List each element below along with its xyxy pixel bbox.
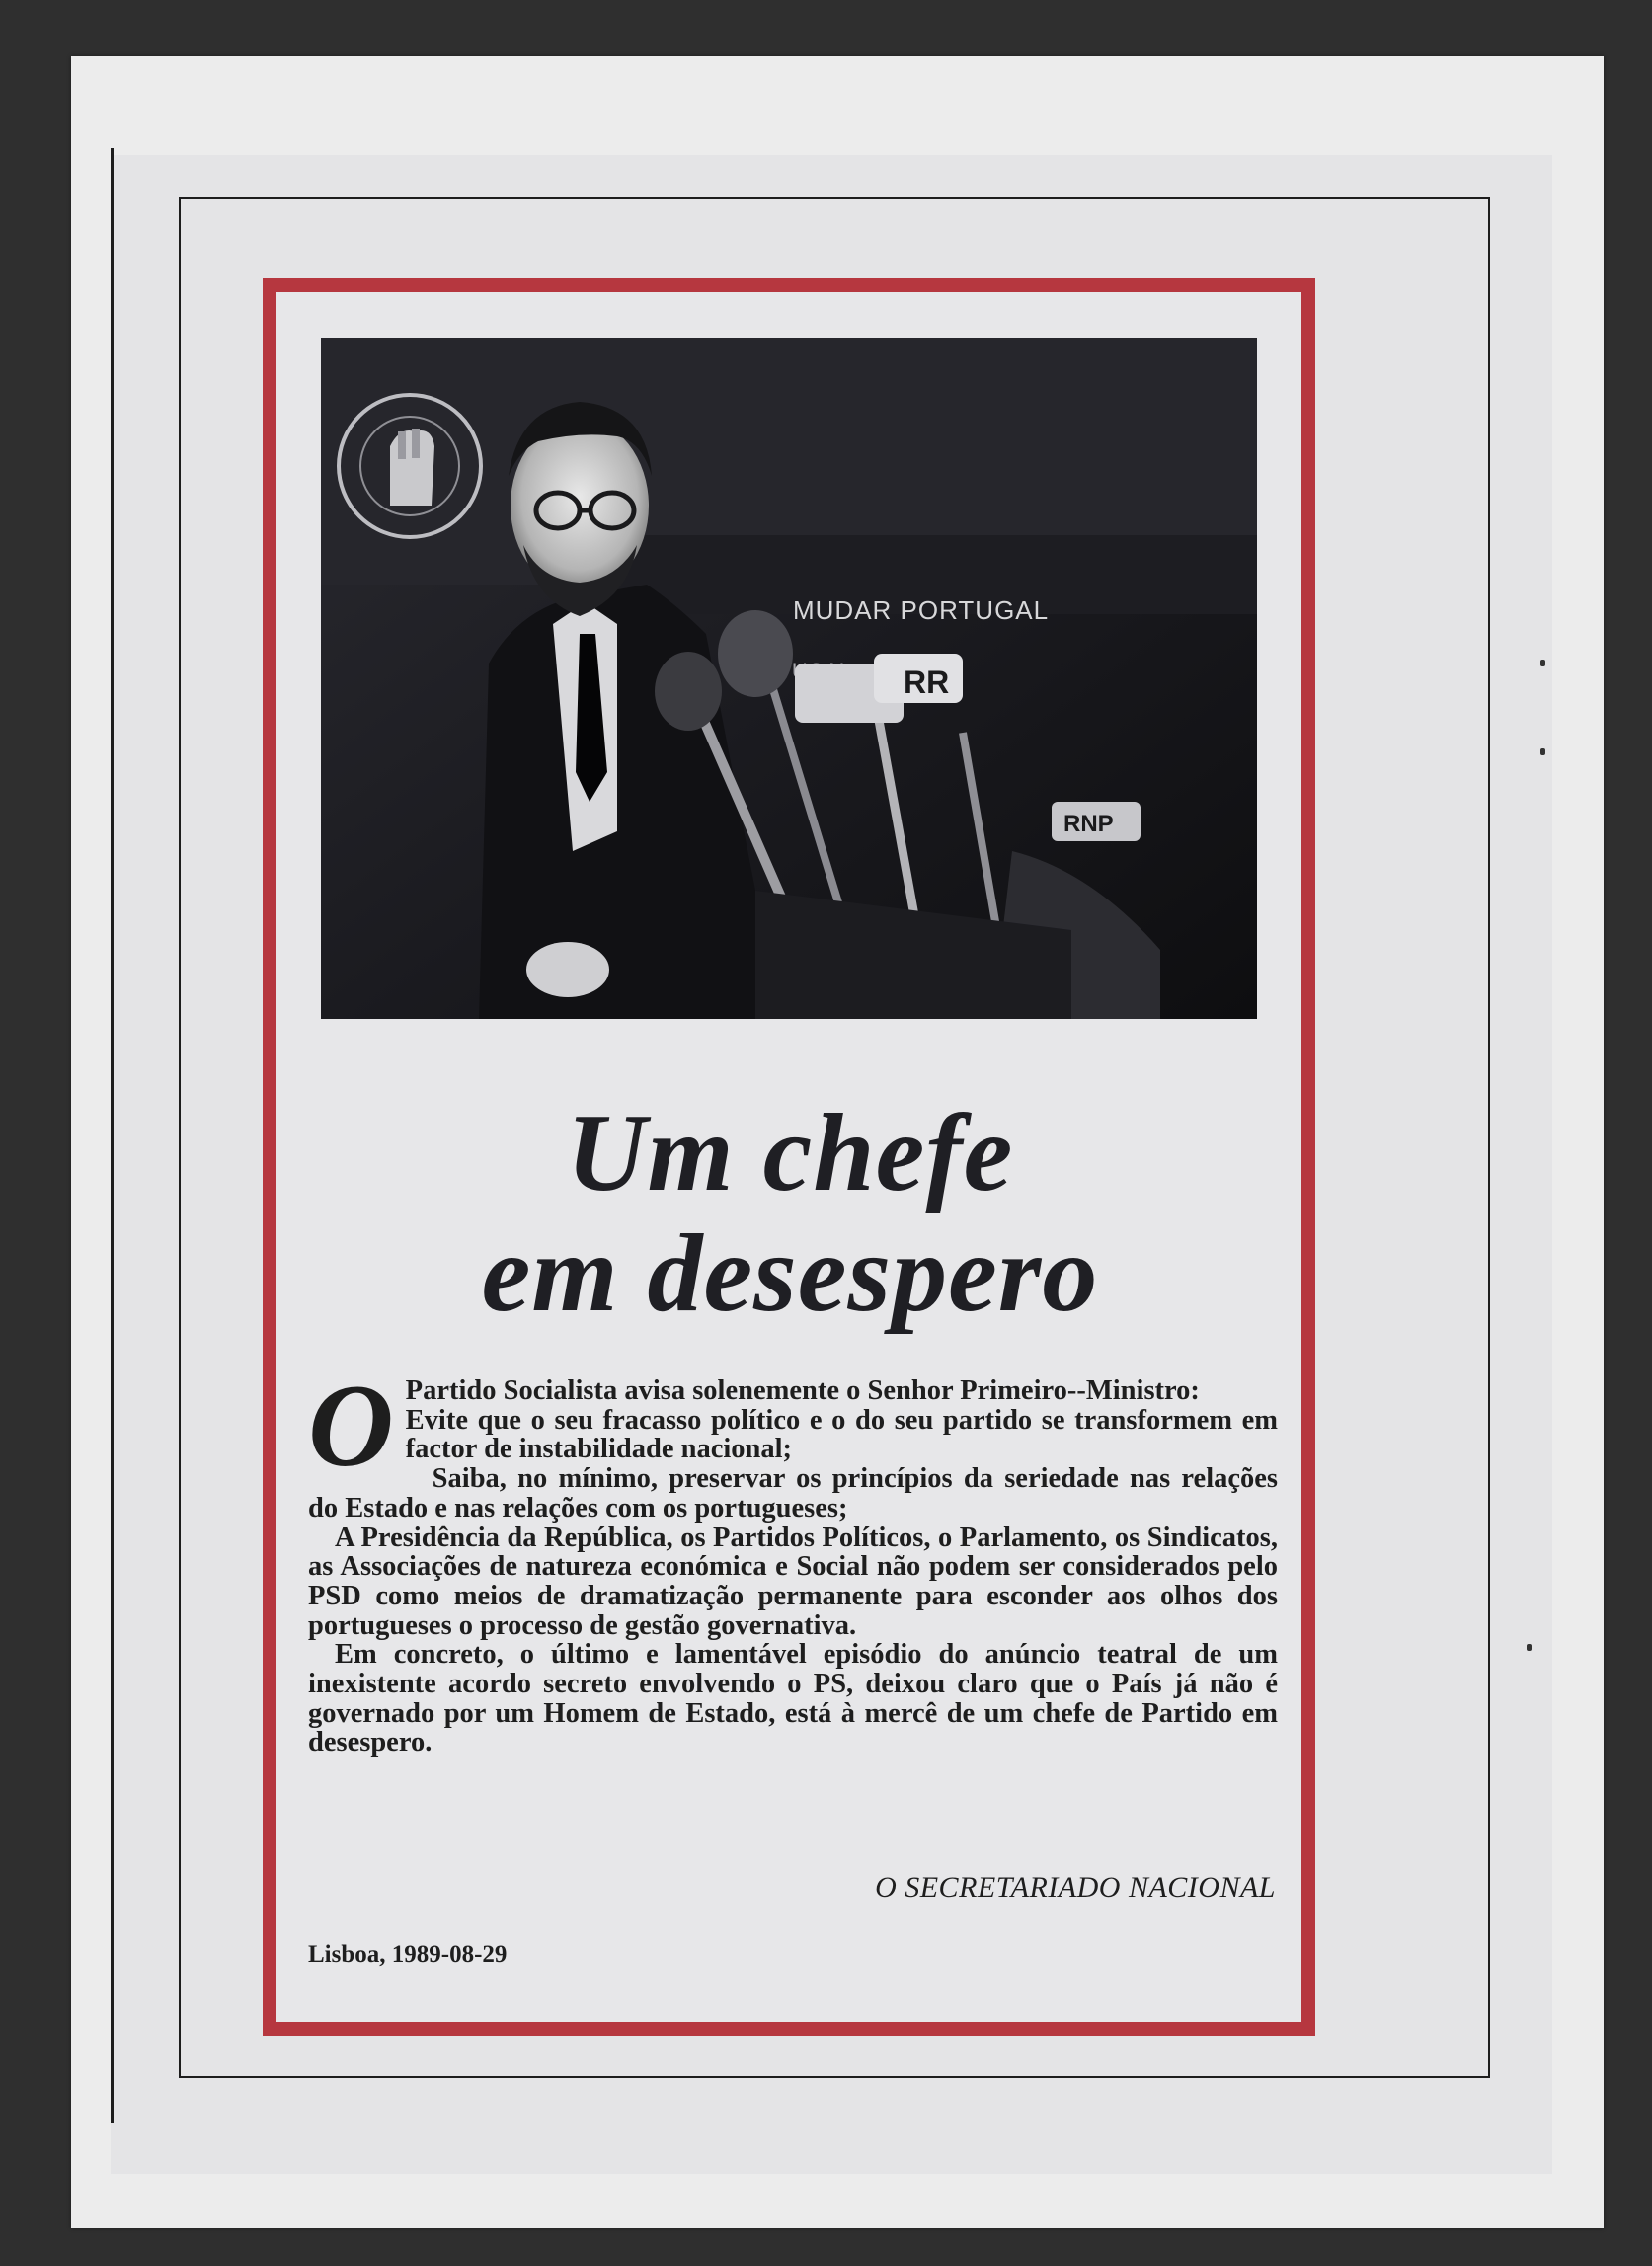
speaker-photo <box>321 338 1257 1019</box>
paragraph-3: Saiba, no mínimo, preservar os princípios da seriedade nas relações do Estado e nas relações com os portugueses; <box>308 1463 1278 1524</box>
headline-line-2: em desespero <box>481 1212 1099 1335</box>
mic-label-rnp: RNP <box>1063 811 1114 837</box>
mic-label-rr: RR <box>904 664 950 700</box>
paragraph-1: Partido Socialista avisa solenemente o Senhor Primeiro--Ministro: <box>405 1375 1200 1406</box>
place-date: Lisboa, 1989-08-29 <box>308 1941 508 1968</box>
party-emblem <box>339 395 481 537</box>
statement-body <box>308 1360 1278 1758</box>
headline-line-1: Um chefe <box>566 1092 1014 1214</box>
drop-cap: O <box>308 1360 394 1491</box>
speck <box>1540 660 1545 666</box>
paragraph-2: Evite que o seu fracasso político e o do seu partido se transformem em factor de instabilidade nacional; <box>405 1404 1278 1465</box>
paragraph-4: A Presidência da República, os Partidos Políticos, o Parlamento, os Sindicatos, as Associações de natureza económica e Social não podem ser considerados pelo PSD como meios de dramatização permanente para esconder aos olhos dos portugueses o processo de gestão governativa. <box>308 1522 1278 1641</box>
left-rule <box>111 148 114 2123</box>
speck <box>1540 748 1545 755</box>
backdrop-text: MUDAR PORTUGAL <box>793 595 1050 625</box>
signature: O SECRETARIADO NACIONAL <box>875 1871 1276 1904</box>
speck <box>1527 1644 1532 1651</box>
paragraph-5: Em concreto, o último e lamentável episódio do anúncio teatral de um inexistente acordo secreto envolvendo o PS, deixou claro que o País já não é governado por um Homem de Estado, está à mercê de um chefe de Partido em desespero. <box>308 1639 1278 1758</box>
